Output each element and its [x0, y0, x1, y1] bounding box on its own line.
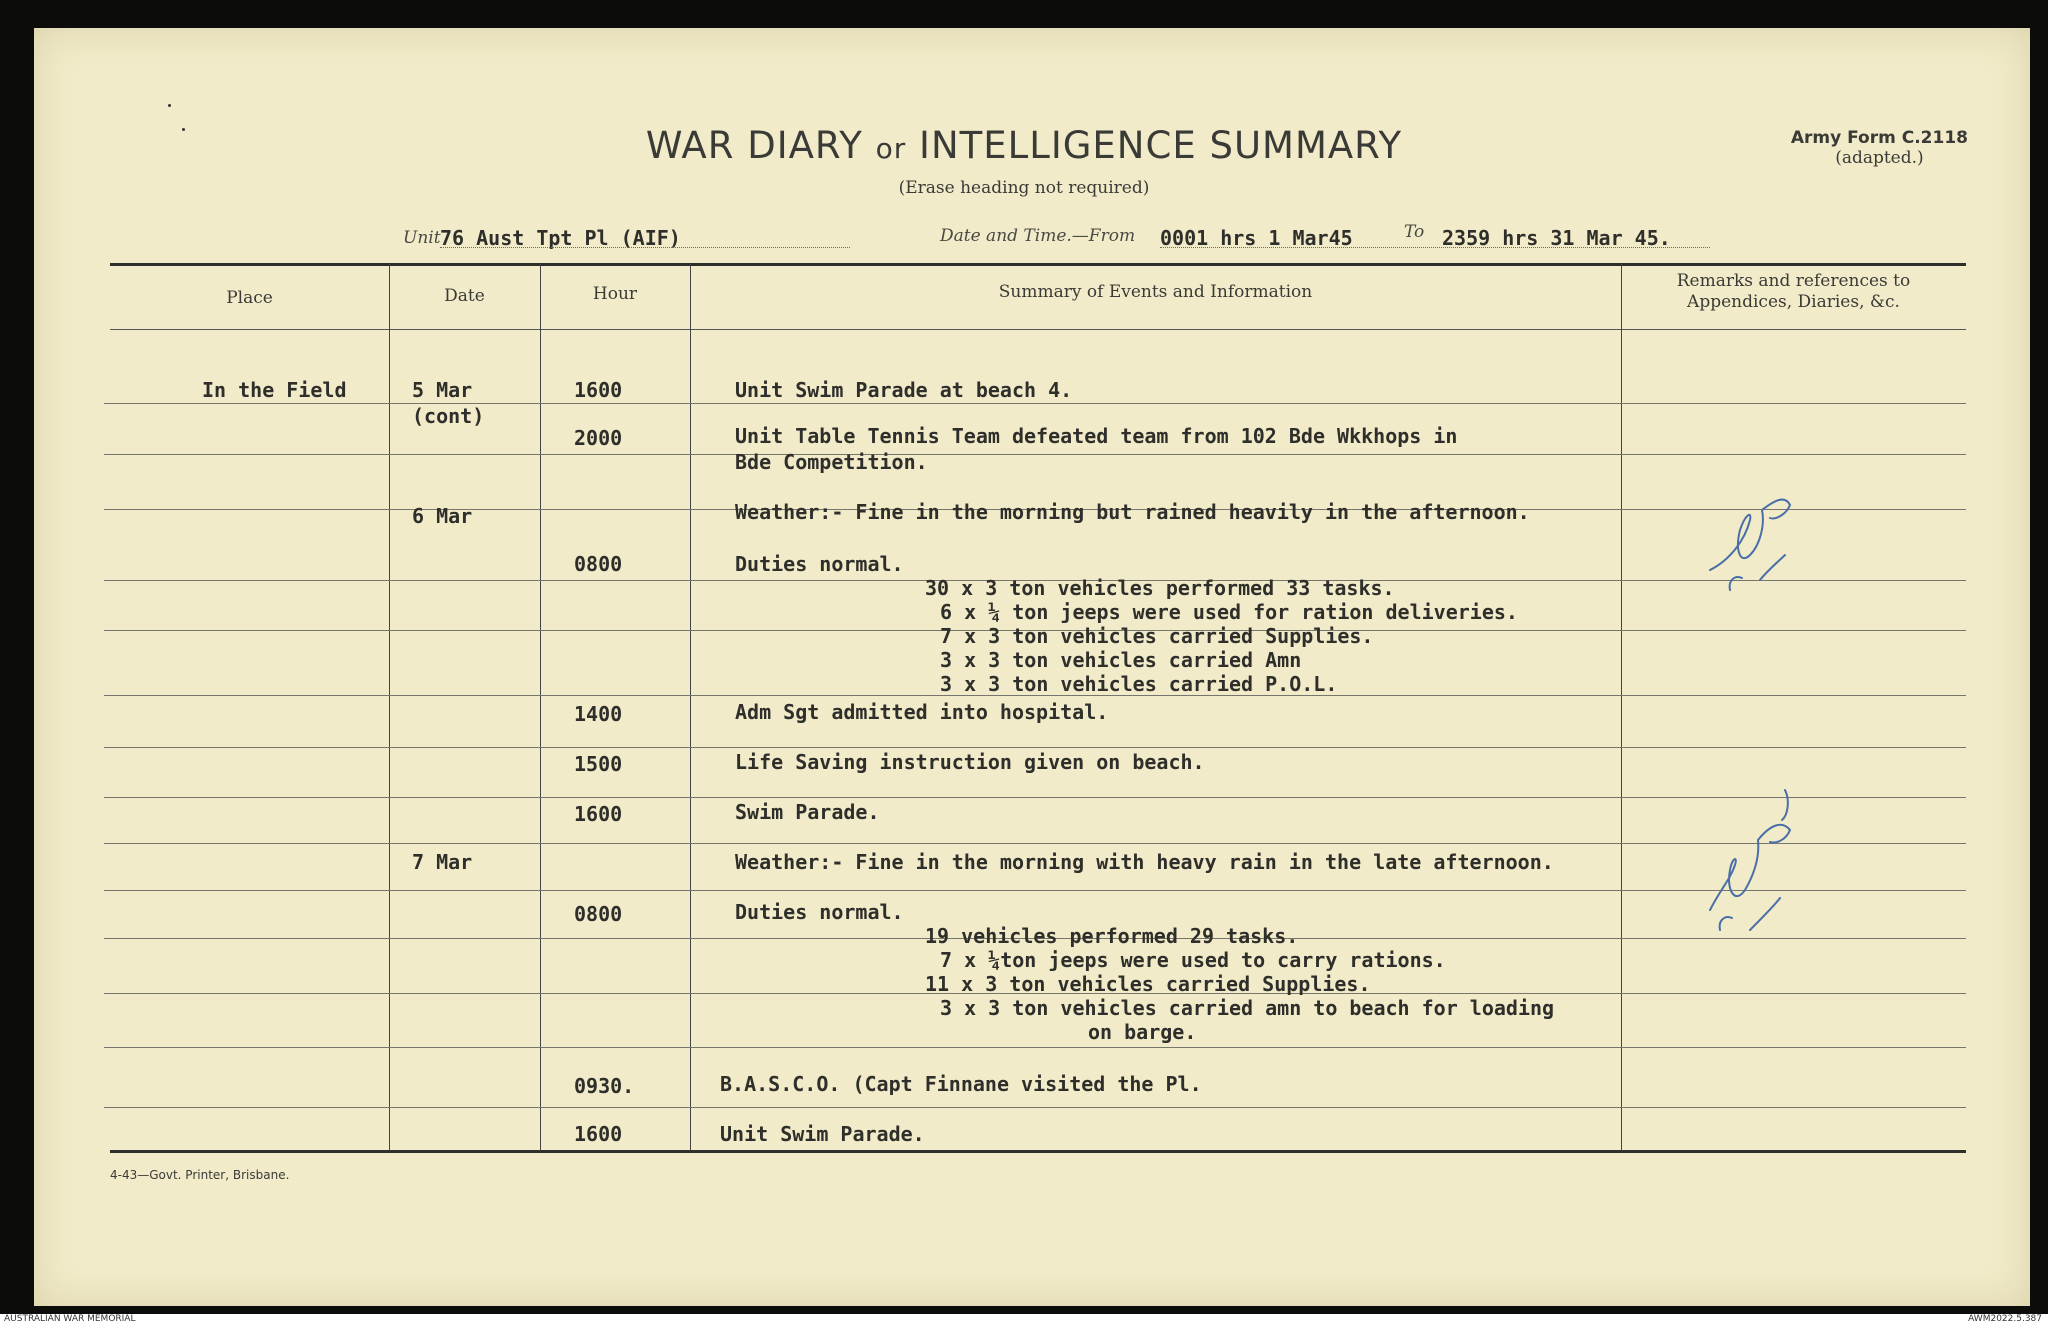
initials-stroke [1710, 500, 1790, 590]
summary-entry: Swim Parade. [735, 800, 880, 824]
ruled-line [104, 890, 1966, 891]
ruled-line [104, 403, 1966, 404]
army-form-number [1791, 128, 1968, 168]
summary-detail: 3 x 3 ton vehicles carried P.O.L. [940, 672, 1338, 696]
unit-dotline [440, 247, 850, 248]
place-in-the-field: In the Field [202, 378, 347, 402]
ruled-line [104, 1047, 1966, 1048]
hour-entry: 1600 [574, 1122, 623, 1146]
col-header-place: Place [226, 288, 273, 308]
date-6-mar: 6 Mar [412, 504, 473, 528]
col-header-date: Date [444, 286, 485, 306]
summary-entry: Duties normal. [735, 900, 904, 924]
col-header-hour: Hour [592, 284, 638, 304]
summary-entry: Weather:- Fine in the morning but rained heavily in the afternoon. [735, 500, 1530, 524]
title-or: or [875, 132, 907, 165]
hour-entry: 1600 [574, 802, 623, 826]
summary-entry: Adm Sgt admitted into hospital. [735, 700, 1109, 724]
handwritten-initials [1690, 770, 1840, 950]
col-header-summary: Summary of Events and Information [998, 282, 1313, 302]
hour-entry: 0800 [574, 552, 623, 576]
summary-detail: 3 x 3 ton vehicles carried amn to beach for loading [940, 996, 1555, 1020]
summary-detail: 7 x 3 ton vehicles carried Supplies. [940, 624, 1374, 648]
printer-imprint: 4-43—Govt. Printer, Brisbane. [110, 1168, 290, 1182]
column-divider [690, 264, 691, 1151]
column-divider [1621, 264, 1622, 1151]
summary-entry: B.A.S.C.O. (Capt Finnane visited the Pl. [720, 1072, 1202, 1096]
paper-blemish [168, 104, 171, 107]
summary-detail: 6 x ¼ ton jeeps were used for ration deliveries. [940, 600, 1518, 624]
title-intelligence-summary: INTELLIGENCE SUMMARY [919, 124, 1403, 167]
ruled-line [104, 454, 1966, 455]
hour-entry: 2000 [574, 426, 623, 450]
column-divider [389, 264, 390, 1151]
summary-detail: 19 vehicles performed 29 tasks. [925, 924, 1299, 948]
initials-stroke [1710, 790, 1790, 930]
summary-entry: Life Saving instruction given on beach. [735, 750, 1205, 774]
page-subtitle: (Erase heading not required) [898, 178, 1150, 198]
summary-detail: 3 x 3 ton vehicles carried Amn [940, 648, 1302, 672]
archive-footer [0, 1314, 2048, 1324]
army-form-label: Army Form C.2118 [1790, 128, 1968, 148]
hour-entry: 1400 [574, 702, 623, 726]
column-divider [540, 264, 541, 1151]
date-dotline [1160, 247, 1710, 248]
summary-detail: 30 x 3 ton vehicles performed 33 tasks. [925, 576, 1395, 600]
unit-value: 76 Aust Tpt Pl (AIF) [440, 226, 681, 250]
to-value: 2359 hrs 31 Mar 45. [1442, 226, 1671, 250]
hour-entry: 1500 [574, 752, 623, 776]
title-war-diary: WAR DIARY [645, 124, 863, 167]
summary-detail: 11 x 3 ton vehicles carried Supplies. [925, 972, 1371, 996]
page-title [0, 124, 2048, 167]
summary-entry: Unit Swim Parade. [720, 1122, 925, 1146]
summary-entry: Duties normal. [735, 552, 904, 576]
remarks-header-line1: Remarks and references to [1676, 271, 1911, 291]
date-time-label: Date and Time.—From [940, 226, 1136, 246]
col-header-remarks [1621, 271, 1966, 313]
summary-entry: Bde Competition. [735, 450, 928, 474]
archive-reference: AWM2022.5.387 [1968, 1314, 2042, 1324]
date-7-mar: 7 Mar [412, 850, 473, 874]
handwritten-initials [1690, 460, 1840, 610]
ruled-line [104, 797, 1966, 798]
hour-entry: 0930. [574, 1074, 635, 1098]
to-label: To [1404, 222, 1425, 242]
summary-detail: 7 x ¼ton jeeps were used to carry rations. [940, 948, 1446, 972]
summary-entry: Unit Table Tennis Team defeated team from 102 Bde Wkkhops in [735, 424, 1458, 448]
from-value: 0001 hrs 1 Mar45 [1160, 226, 1353, 250]
date-5-mar: 5 Mar [412, 378, 473, 402]
date-5-mar-cont: (cont) [412, 404, 485, 428]
hour-entry: 1600 [574, 378, 623, 402]
unit-label: Unit [403, 228, 441, 248]
archive-name: AUSTRALIAN WAR MEMORIAL [4, 1314, 136, 1324]
ruled-line [104, 1107, 1966, 1108]
ruled-line [104, 747, 1966, 748]
summary-entry: Weather:- Fine in the morning with heavy rain in the late afternoon. [735, 850, 1554, 874]
remarks-header-line2: Appendices, Diaries, &c. [1687, 292, 1900, 312]
summary-detail: on barge. [1088, 1020, 1197, 1044]
army-form-sub: (adapted.) [1835, 148, 1924, 168]
ruled-line [104, 843, 1966, 844]
summary-entry: Unit Swim Parade at beach 4. [735, 378, 1073, 402]
hour-entry: 0800 [574, 902, 623, 926]
